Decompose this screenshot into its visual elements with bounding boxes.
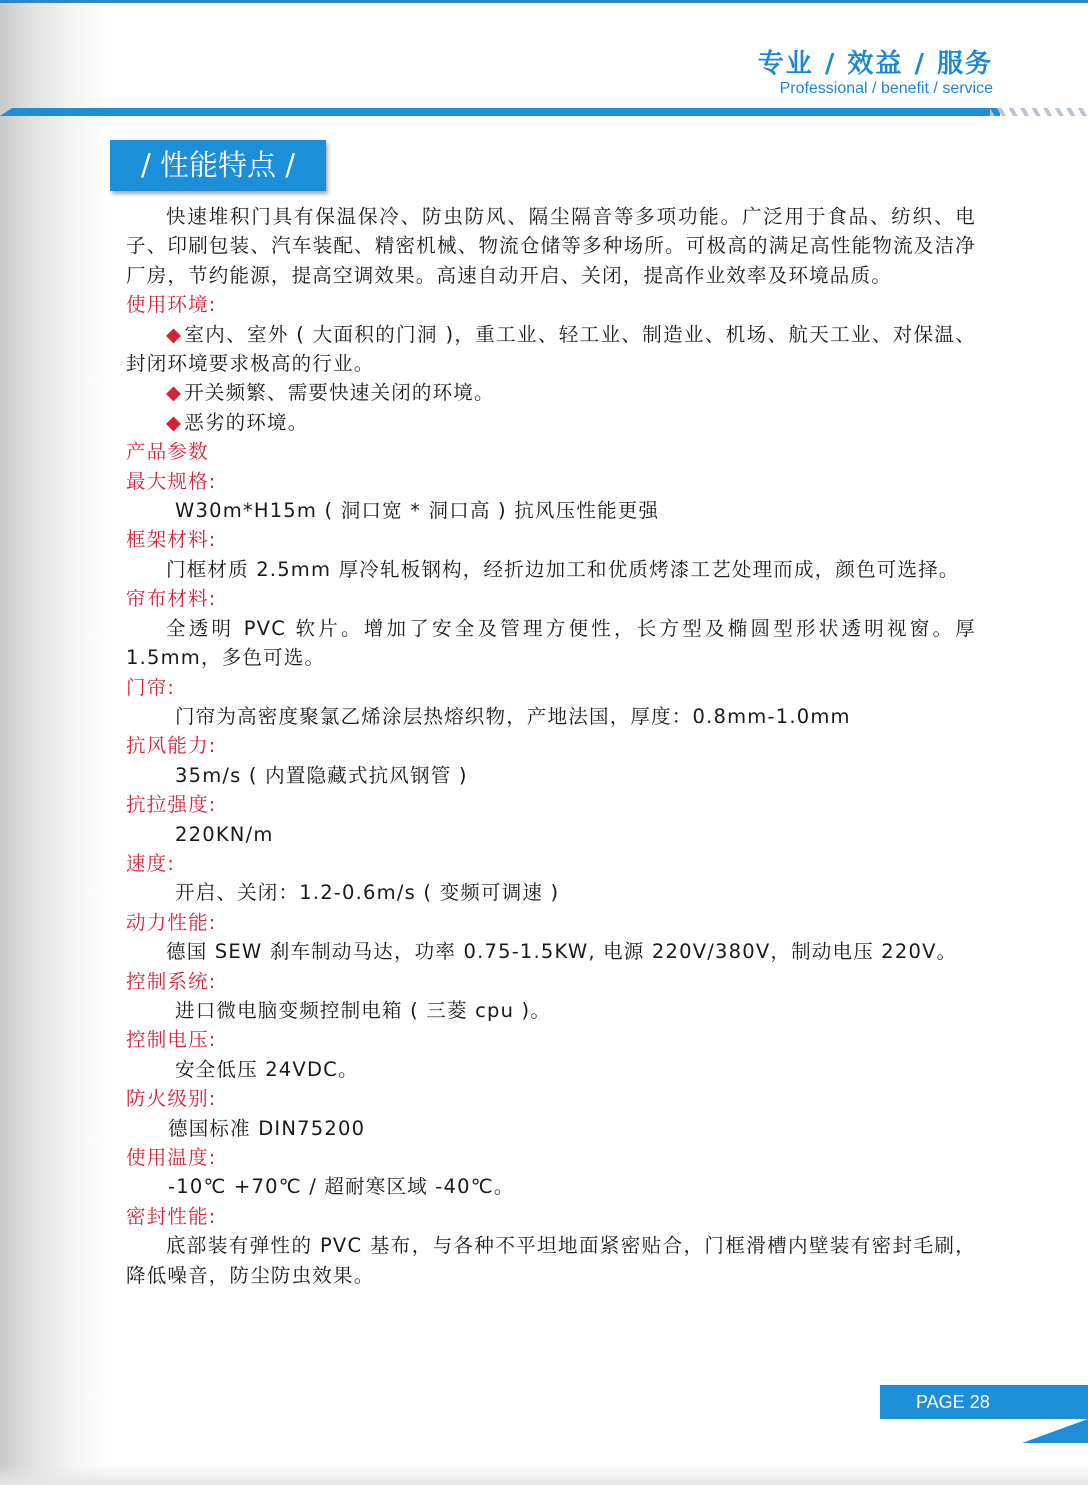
spec-value-speed: 开启、关闭：1.2-0.6m/s ( 变频可调速 ) [175, 881, 560, 905]
spec-label-tensile: 抗拉强度: [126, 793, 217, 817]
intro-paragraph: 快速堆积门具有保温保冷、防虫防风、隔尘隔音等多项功能。广泛用于食品、纺织、电子、印刷包装、汽车装配、精密机械、物流仓储等多种场所。可极高的满足高性能物流及洁净厂房，节约能源，提高空调效果。高速自动开启、关闭，提高作业效率及环境品质。 [126, 205, 976, 287]
environment-item [126, 378, 976, 407]
spec-value-fire: 德国标准 DIN75200 [168, 1116, 366, 1140]
environment-item-text: 恶劣的环境。 [184, 410, 309, 434]
content-body [126, 202, 976, 1290]
spec-value-tensile: 220KN/m [175, 822, 274, 846]
environment-item [126, 320, 976, 379]
spec-value-temperature: -10℃ +70℃ / 超耐寒区域 -40℃。 [168, 1175, 515, 1199]
page-number: 28 [969, 1392, 990, 1412]
environment-label: 使用环境: [126, 293, 217, 317]
spec-value-voltage: 安全低压 24VDC。 [175, 1057, 359, 1081]
spec-label-fire: 防火级别: [126, 1087, 217, 1111]
spec-label-voltage: 控制电压: [126, 1028, 217, 1052]
page-label: PAGE [916, 1392, 965, 1412]
spec-label-control: 控制系统: [126, 969, 217, 993]
spec-value-frame: 门框材质 2.5mm 厚冷轧板钢构，经折边加工和优质烤漆工艺处理而成，颜色可选择。 [166, 557, 960, 581]
page-number-tab [880, 1385, 1088, 1419]
page-tab-tail [1022, 1419, 1088, 1443]
spec-label-power: 动力性能: [126, 910, 217, 934]
slogan-chinese: 专业 / 效益 / 服务 [757, 49, 993, 79]
spec-value-curtain: 门帘为高密度聚氯乙烯涂层热熔织物，产地法国，厚度：0.8mm-1.0mm [175, 704, 851, 728]
spec-value-sealing: 底部装有弹性的 PVC 基布，与各种不平坦地面紧密贴合，门框滑槽内壁装有密封毛刷，降低噪音，防尘防虫效果。 [126, 1234, 976, 1287]
spec-label-wind: 抗风能力: [126, 734, 217, 758]
bottom-shadow [0, 1465, 1088, 1485]
page-spine-shadow [0, 0, 110, 1485]
environment-item-text: 室内、室外 ( 大面积的门洞 )，重工业、轻工业、制造业、机场、航天工业、对保温、封闭环境要求极高的行业。 [126, 322, 976, 376]
diamond-bullet-icon: ◆ [166, 381, 183, 405]
top-rule [0, 0, 1088, 3]
spec-label-speed: 速度: [126, 851, 176, 875]
section-title: / 性能特点 / [110, 140, 326, 191]
spec-label-curtain-material: 帘布材料: [126, 587, 217, 611]
spec-label-max-size: 最大规格: [126, 469, 217, 493]
spec-value-control: 进口微电脑变频控制电箱 ( 三菱 cpu )。 [175, 998, 552, 1022]
environment-item [126, 408, 976, 437]
diamond-bullet-icon: ◆ [166, 410, 183, 434]
slogan-english: Professional / benefit / service [779, 80, 993, 97]
spec-value-max-size: W30m*H15m ( 洞口宽 * 洞口高 ) 抗风压性能更强 [175, 499, 660, 523]
spec-label-curtain: 门帘: [126, 675, 176, 699]
spec-label-frame: 框架材料: [126, 528, 217, 552]
spec-label-temperature: 使用温度: [126, 1146, 217, 1169]
diamond-bullet-icon: ◆ [166, 322, 183, 346]
header-band-stripes [990, 108, 1088, 116]
spec-label-sealing: 密封性能: [126, 1204, 217, 1228]
spec-value-power: 德国 SEW 刹车制动马达，功率 0.75-1.5KW, 电源 220V/380V，制动电压 220V。 [166, 940, 958, 964]
environment-item-text: 开关频繁、需要快速关闭的环境。 [184, 381, 495, 405]
params-heading: 产品参数 [126, 440, 209, 464]
header-slogan [758, 48, 993, 98]
header-band [0, 108, 1000, 116]
spec-value-curtain-material: 全透明 PVC 软片。增加了安全及管理方便性，长方型及椭圆型形状透明视窗。厚 1.5mm，多色可选。 [126, 616, 976, 670]
spec-value-wind: 35m/s ( 内置隐藏式抗风钢管 ) [175, 763, 468, 787]
